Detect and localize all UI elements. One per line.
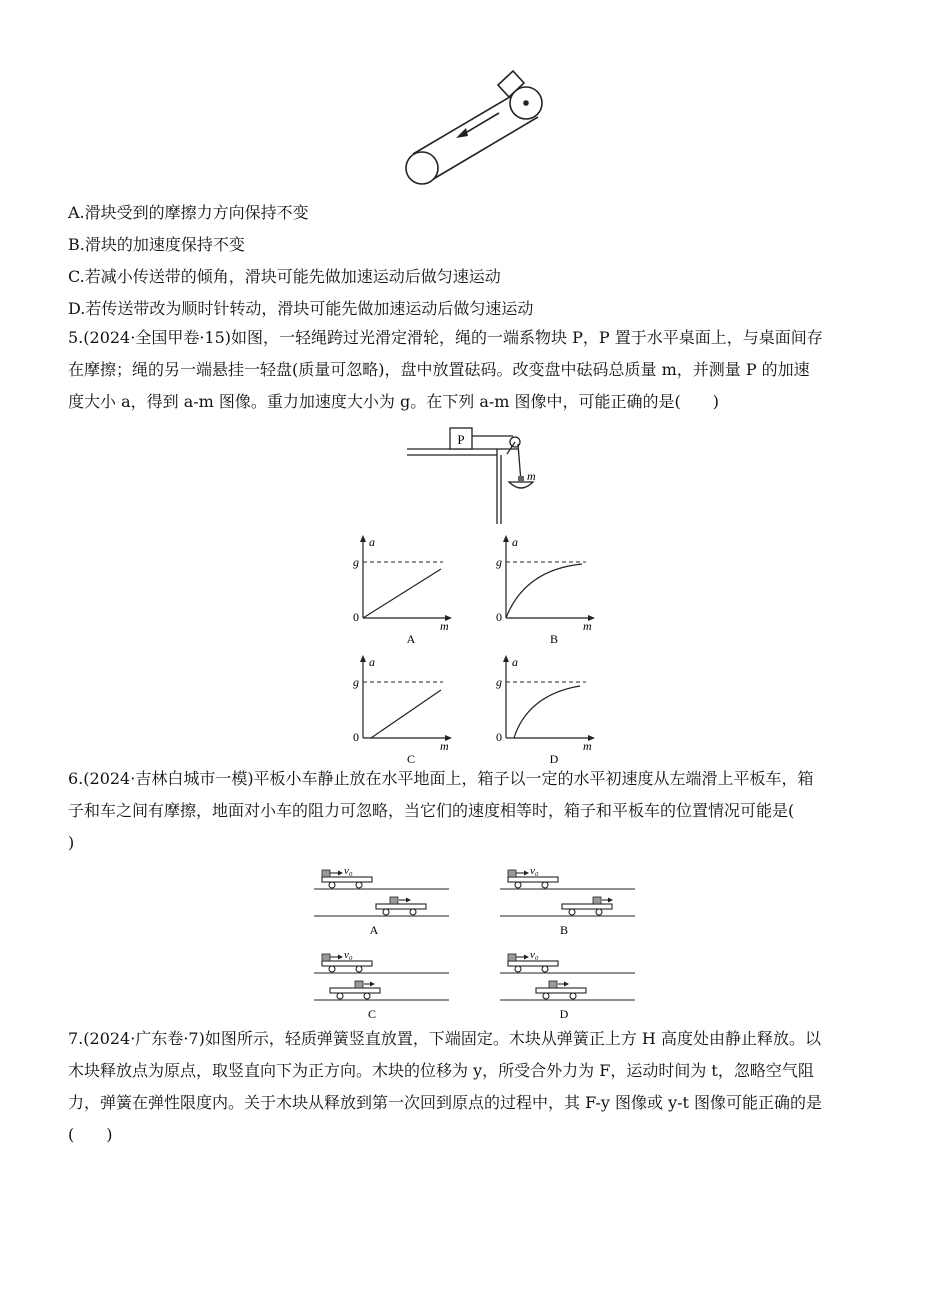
pulley-setup-figure <box>405 424 555 528</box>
axis-label-a: a <box>369 655 375 669</box>
conveyor-belt-figure <box>400 66 550 190</box>
arrow-down-left-icon <box>456 128 468 138</box>
q5-line-3: 度大小 a，得到 a-m 图像。重力加速度大小为 g。在下列 a-m 图像中，可能正确的是( ) <box>68 392 720 411</box>
mass-m-label: m <box>527 469 536 483</box>
velocity-label: v₀ <box>344 865 353 877</box>
q4-option-a: A.滑块受到的摩擦力方向保持不变 <box>68 203 309 222</box>
q5-line-2: 在摩擦；绳的另一端悬挂一轻盘(质量可忽略)，盘中放置砝码。改变盘中砝码总质量 m，并测量 P 的加速 <box>68 360 810 379</box>
graph-option-label: C <box>406 752 416 766</box>
y-axis-arrow-icon <box>503 535 509 542</box>
velocity-label: v₀ <box>530 949 539 961</box>
q6-question <box>68 763 883 859</box>
graph-c <box>345 652 465 768</box>
q6-line-2: 子和车之间有摩擦，地面对小车的阻力可忽略，当它们的速度相等时，箱子和平板车的位置情况可能是( <box>68 801 795 820</box>
cart-figure-d <box>498 946 638 1022</box>
origin-label: 0 <box>353 730 359 744</box>
graph-b <box>488 532 608 648</box>
g-label: g <box>496 675 502 689</box>
arrow-right-icon <box>608 898 613 903</box>
q7-line-2: 木块释放点为原点，取竖直向下为正方向。木块的位移为 y，所受合外力为 F，运动时间为 t，忽略空气阻 <box>68 1061 814 1080</box>
origin-label: 0 <box>496 730 502 744</box>
arrow-right-icon <box>524 871 529 876</box>
q6-line-1: 6.(2024·吉林白城市一模)平板小车静止放在水平地面上，箱子以一定的水平初速度从左端滑上平板车，箱 <box>68 769 814 788</box>
q6-line-3: ) <box>68 833 75 852</box>
arrow-right-icon <box>338 871 343 876</box>
y-axis-arrow-icon <box>360 655 366 662</box>
cart-figure-b <box>498 862 638 938</box>
arrow-right-icon <box>406 898 411 903</box>
cart-option-label: B <box>559 923 569 937</box>
q5-question <box>68 322 883 418</box>
q5-line-1: 5.(2024·全国甲卷·15)如图，一轻绳跨过光滑定滑轮，绳的一端系物块 P，P 置于水平桌面上，与桌面间存 <box>68 328 823 347</box>
graph-option-label: A <box>406 632 416 646</box>
velocity-label: v₀ <box>530 865 539 877</box>
q7-line-4: ( ) <box>68 1125 113 1144</box>
axis-label-m: m <box>583 619 592 633</box>
origin-label: 0 <box>496 610 502 624</box>
q7-line-1: 7.(2024·广东卷·7)如图所示，轻质弹簧竖直放置，下端固定。木块从弹簧正上方 H 高度处由静止释放。以 <box>68 1029 821 1048</box>
block-p-label: P <box>457 432 465 447</box>
g-label: g <box>353 555 359 569</box>
arrow-right-icon <box>370 982 375 987</box>
graph-option-label: B <box>549 632 559 646</box>
axis-label-a: a <box>369 535 375 549</box>
origin-label: 0 <box>353 610 359 624</box>
axis-label-m: m <box>440 619 449 633</box>
arrow-right-icon <box>338 955 343 960</box>
axis-label-a: a <box>512 655 518 669</box>
y-axis-arrow-icon <box>360 535 366 542</box>
cart-option-label: C <box>367 1007 377 1021</box>
axis-label-a: a <box>512 535 518 549</box>
q4-option-d: D.若传送带改为顺时针转动，滑块可能先做加速运动后做匀速运动 <box>68 299 534 318</box>
graph-a <box>345 532 465 648</box>
q7-line-3: 力，弹簧在弹性限度内。关于木块从释放到第一次回到原点的过程中，其 F-y 图像或 y-t 图像可能正确的是 <box>68 1093 823 1112</box>
y-axis-arrow-icon <box>503 655 509 662</box>
q4-option-b: B.滑块的加速度保持不变 <box>68 235 245 254</box>
g-label: g <box>353 675 359 689</box>
axis-label-m: m <box>440 739 449 753</box>
arrow-right-icon <box>524 955 529 960</box>
g-label: g <box>496 555 502 569</box>
axis-label-m: m <box>583 739 592 753</box>
cart-figure-c <box>312 946 452 1022</box>
q4-option-c: C.若减小传送带的倾角，滑块可能先做加速运动后做匀速运动 <box>68 267 501 286</box>
velocity-label: v₀ <box>344 949 353 961</box>
cart-figure-a <box>312 862 452 938</box>
cart-option-label: A <box>369 923 379 937</box>
arrow-right-icon <box>564 982 569 987</box>
q7-question <box>68 1023 883 1151</box>
graph-option-label: D <box>549 752 559 766</box>
graph-d <box>488 652 608 768</box>
cart-option-label: D <box>559 1007 569 1021</box>
